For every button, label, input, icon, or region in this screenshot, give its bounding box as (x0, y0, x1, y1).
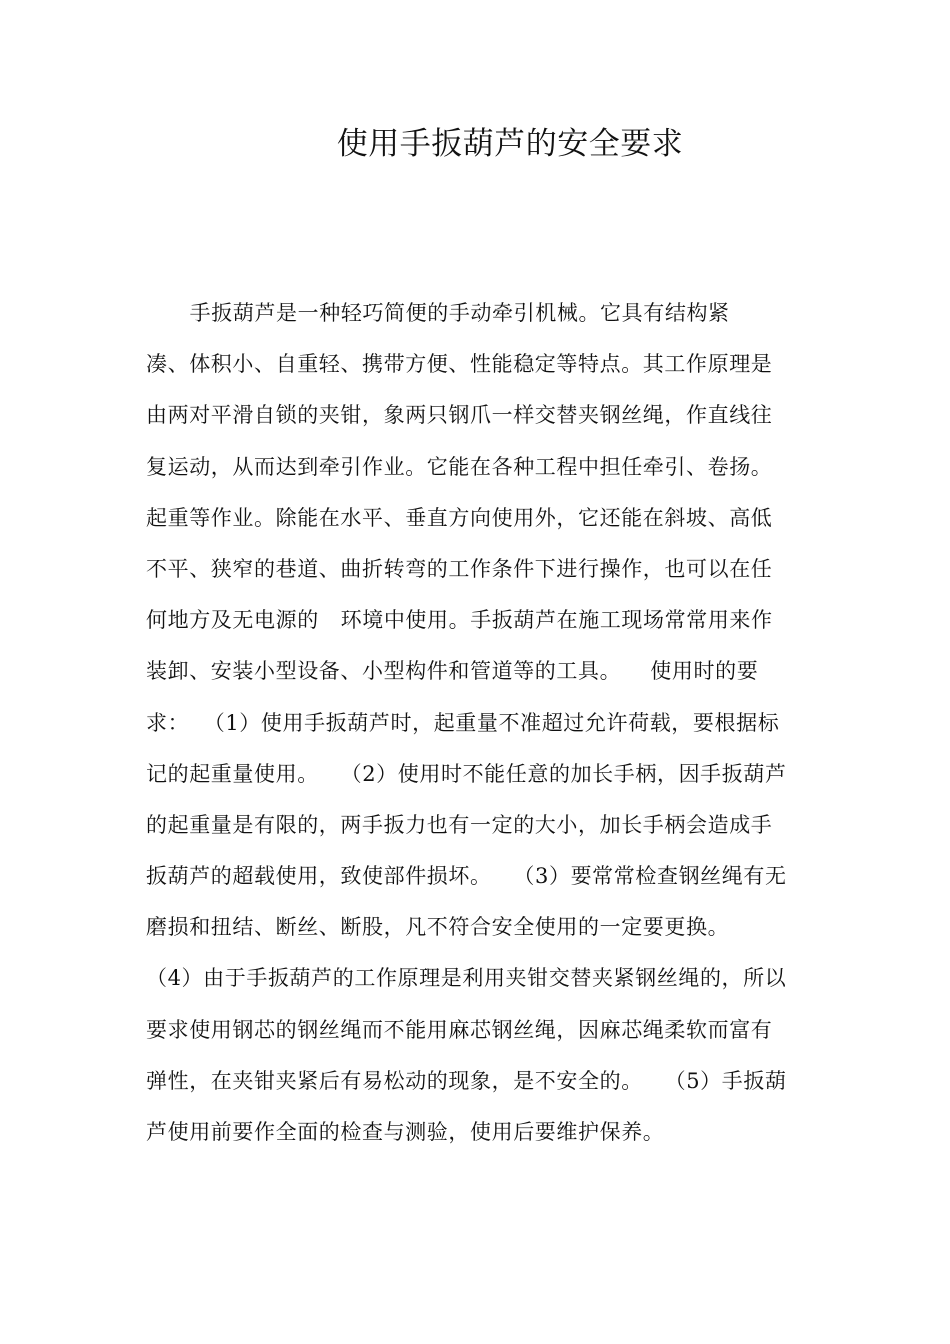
body-line: 记的起重量使用。 （2）使用时不能任意的加长手柄，因手扳葫芦 (146, 761, 787, 786)
body-line: 起重等作业。除能在水平、垂直方向使用外，它还能在斜坡、高低 (146, 505, 773, 530)
body-line: （4）由于手扳葫芦的工作原理是利用夹钳交替夹紧钢丝绳的，所以 (146, 966, 787, 991)
body-line: 凑、体积小、自重轻、携带方便、性能稳定等特点。其工作原理是 (146, 352, 773, 377)
body-line: 由两对平滑自锁的夹钳，象两只钢爪一样交替夹钢丝绳，作直线往 (146, 403, 773, 428)
body-line: 要求使用钢芯的钢丝绳而不能用麻芯钢丝绳，因麻芯绳柔软而富有 (146, 1017, 773, 1042)
body-line: 的起重量是有限的，两手扳力也有一定的大小，加长手柄会造成手 (146, 812, 773, 837)
body-line: 求： （1）使用手扳葫芦时，起重量不准超过允许荷载，要根据标 (146, 710, 780, 735)
body-line: 扳葫芦的超载使用，致使部件损坏。 （3）要常常检查钢丝绳有无 (146, 864, 787, 889)
body-line: 芦使用前要作全面的检查与测验，使用后要维护保养。 (146, 1120, 665, 1144)
body-line: 不平、狭窄的巷道、曲折转弯的工作条件下进行操作，也可以在任 (146, 556, 773, 581)
body-line: 磨损和扭结、断丝、断股，凡不符合安全使用的一定要更换。 (146, 915, 730, 940)
body-line: 手扳葫芦是一种轻巧简便的手动牵引机械。它具有结构紧 (146, 301, 730, 325)
body-line: 弹性，在夹钳夹紧后有易松动的现象，是不安全的。 （5）手扳葫 (146, 1068, 787, 1093)
document-body (146, 288, 806, 1158)
body-line: 何地方及无电源的 环境中使用。手扳葫芦在施工现场常常用来作 (146, 608, 773, 633)
body-line: 装卸、安装小型设备、小型构件和管道等的工具。 使用时的要 (146, 659, 759, 684)
document-title: 使用手扳葫芦的安全要求 (336, 126, 684, 162)
body-line: 复运动，从而达到牵引作业。它能在各种工程中担任牵引、卷扬。 (146, 454, 773, 479)
